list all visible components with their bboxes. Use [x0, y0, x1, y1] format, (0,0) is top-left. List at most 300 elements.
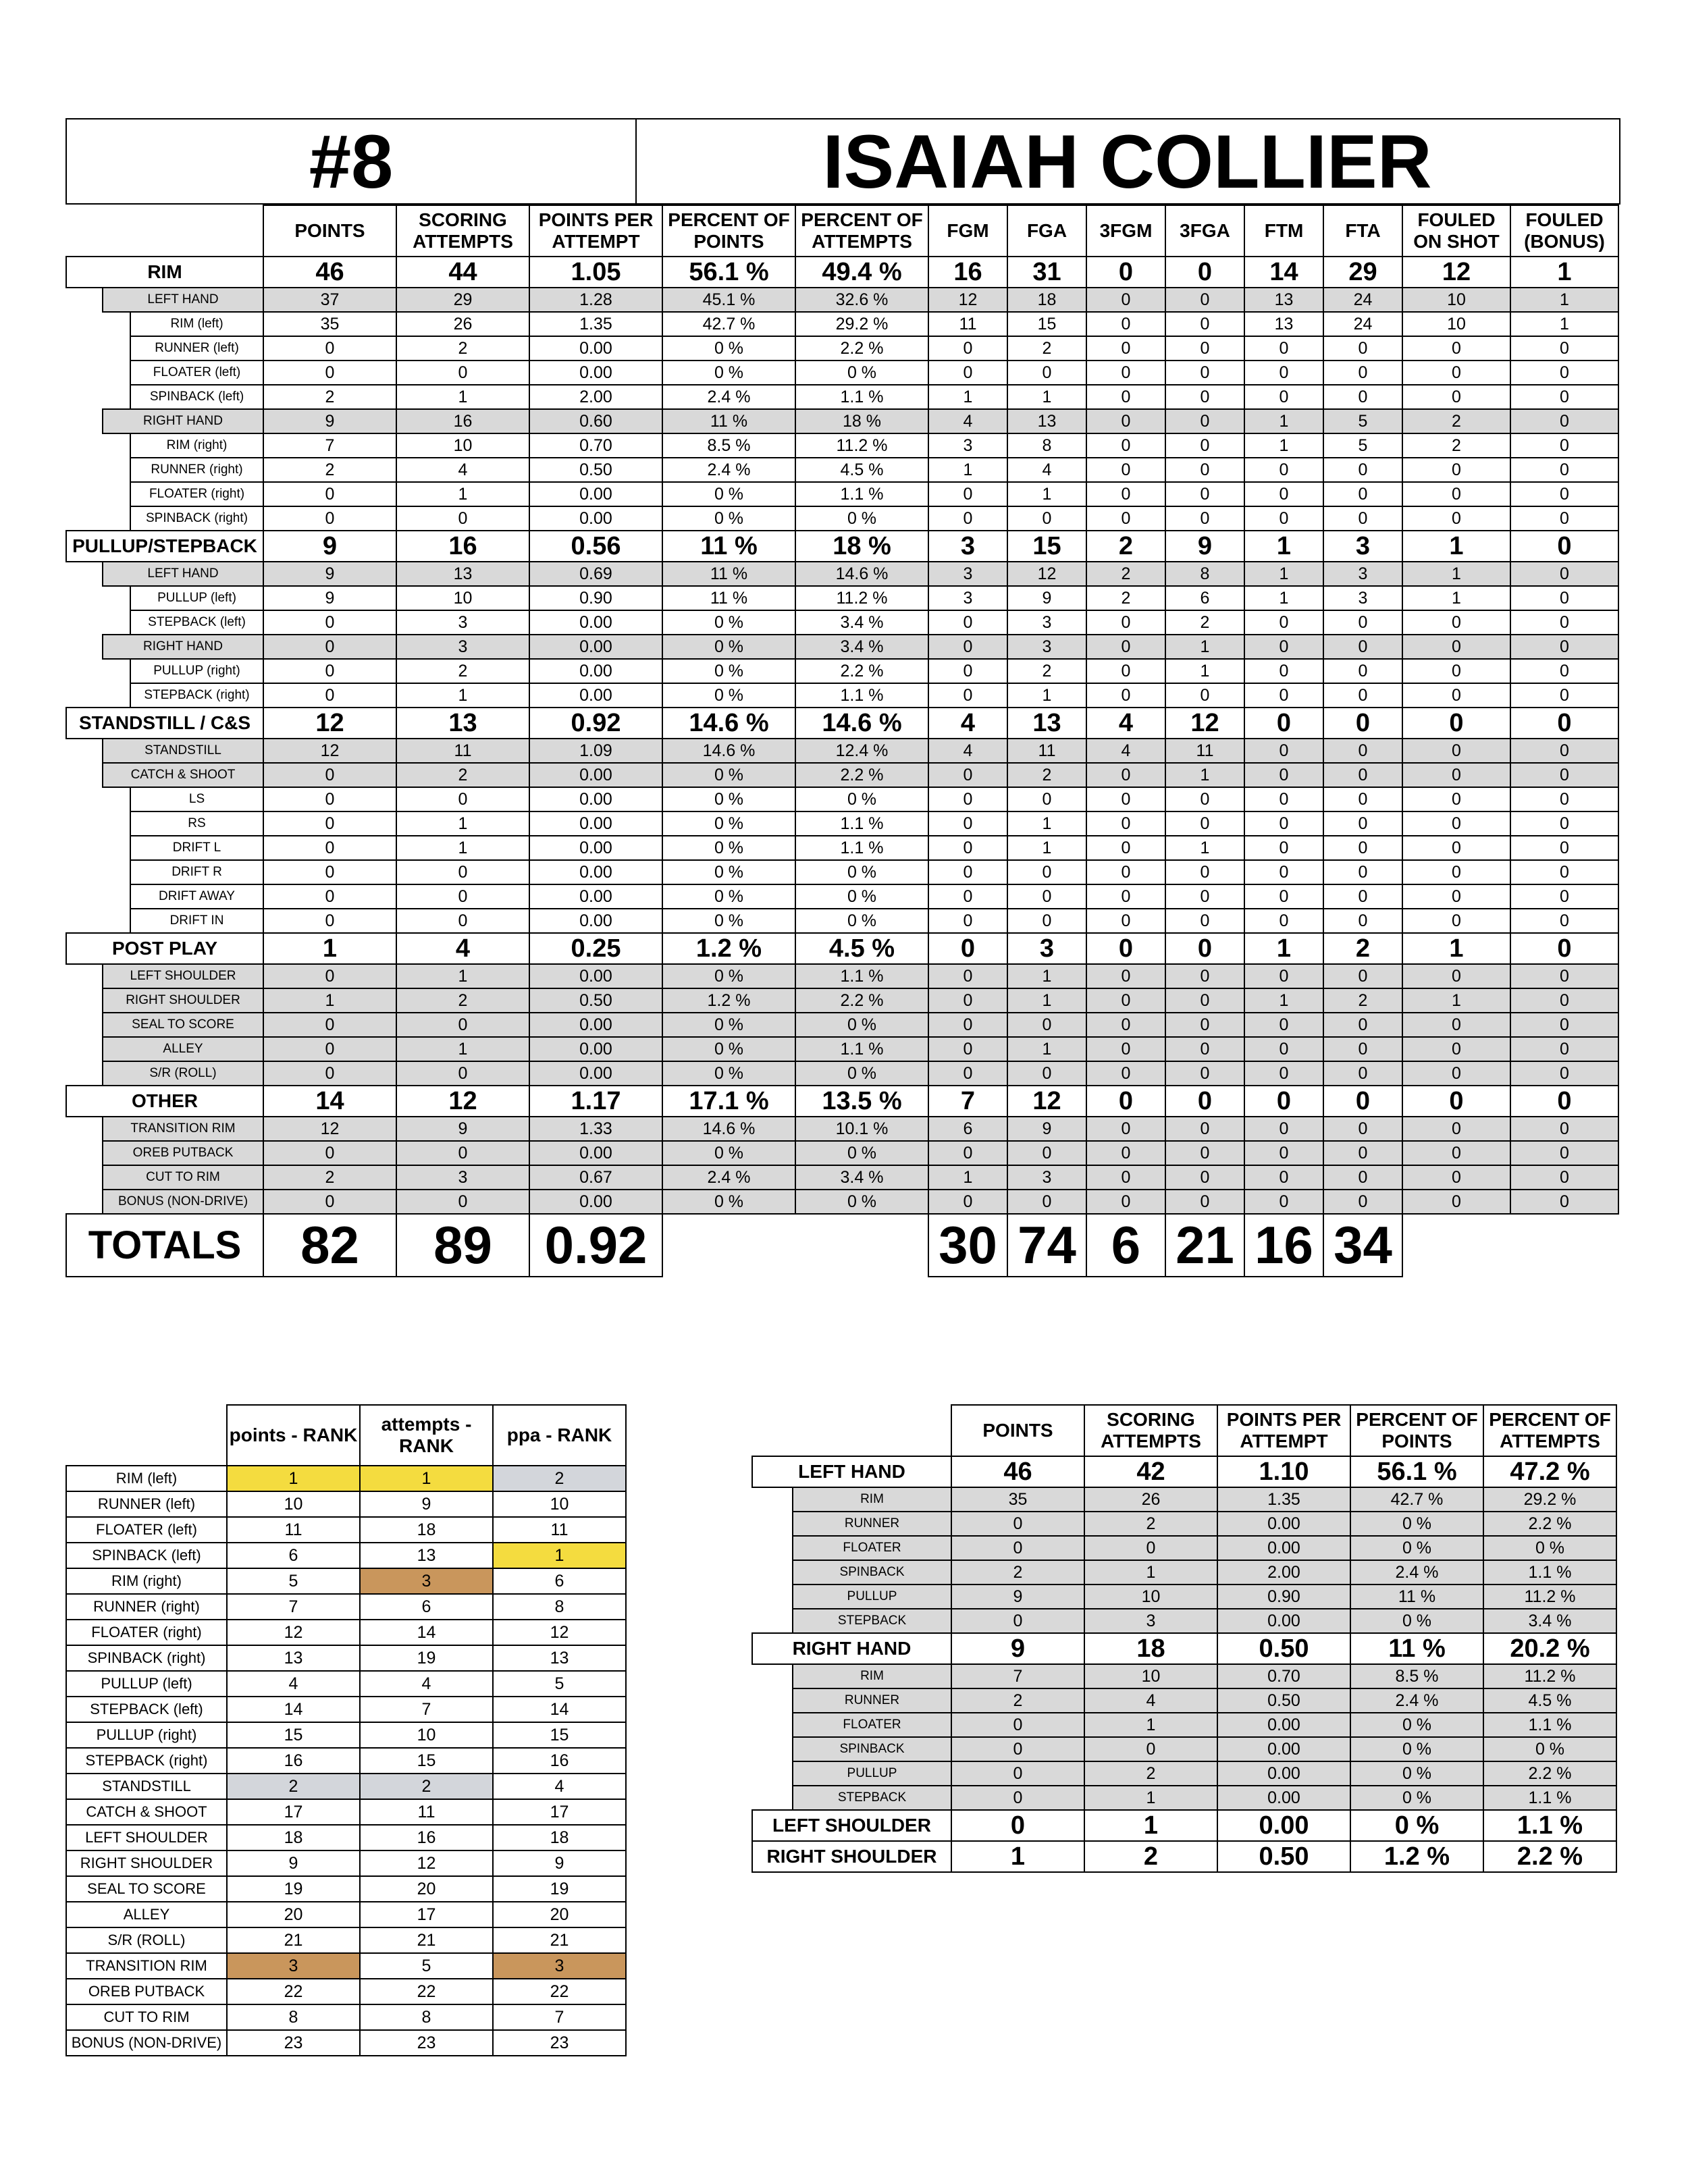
- cell-fga: 12: [1007, 562, 1086, 586]
- cell-fga: 1: [1007, 482, 1086, 506]
- row-label: SEAL TO SCORE: [103, 1013, 263, 1037]
- cell-ftm: 0: [1244, 909, 1323, 933]
- cell-fgm: 1: [928, 458, 1007, 482]
- cell-fouled-on-shot: 0: [1402, 1141, 1510, 1165]
- cell-3fga: 0: [1165, 433, 1244, 458]
- cell-fga: 0: [1007, 361, 1086, 385]
- hand-cell-percent-of-attempts: 4.5 %: [1483, 1688, 1616, 1713]
- row-label: PULLUP (right): [130, 659, 263, 683]
- rank-cell-points-rank: 2: [227, 1774, 360, 1799]
- cell-fgm: 3: [928, 531, 1007, 562]
- cell-fta: 2: [1323, 933, 1402, 964]
- cell-scoring-attempts: 44: [396, 257, 529, 288]
- hand-row-label: RUNNER: [793, 1512, 951, 1536]
- hand-cell-percent-of-attempts: 2.2 %: [1483, 1841, 1616, 1872]
- rank-cell-attempts-rank: 15: [360, 1748, 493, 1774]
- cell-fta: 0: [1323, 361, 1402, 385]
- hand-cell-points: 2: [951, 1688, 1084, 1713]
- cell-scoring-attempts: 1: [396, 811, 529, 836]
- cell-fgm: 3: [928, 562, 1007, 586]
- stat-row-standstill: [66, 739, 1618, 763]
- totals-spacer: [662, 1214, 928, 1277]
- cell-3fga: 0: [1165, 312, 1244, 336]
- rank-row-label: PULLUP (right): [66, 1722, 227, 1748]
- cell-fouled-on-shot: 12: [1402, 257, 1510, 288]
- player-number: #8: [67, 119, 637, 203]
- hand-row-label: RIGHT SHOULDER: [752, 1841, 951, 1872]
- rank-cell-attempts-rank: 22: [360, 1979, 493, 2004]
- cell-points: 0: [263, 1061, 396, 1086]
- cell-scoring-attempts: 12: [396, 1086, 529, 1117]
- cell-3fgm: 0: [1086, 988, 1165, 1013]
- cell-ftm: 0: [1244, 836, 1323, 860]
- row-label: LS: [130, 787, 263, 811]
- rank-row-label: SPINBACK (right): [66, 1645, 227, 1671]
- cell-3fga: 0: [1165, 909, 1244, 933]
- rank-cell-points-rank: 15: [227, 1722, 360, 1748]
- indent: [66, 1037, 103, 1061]
- cell-points: 1: [263, 988, 396, 1013]
- row-label: LEFT HAND: [103, 562, 263, 586]
- cell-percent-of-points: 2.4 %: [662, 458, 795, 482]
- hand-cell-percent-of-points: 11 %: [1350, 1584, 1483, 1609]
- cell-fouled-bonus: 0: [1510, 610, 1618, 635]
- hand-cell-points-per-attempt: 2.00: [1217, 1560, 1350, 1584]
- rank-row-rim-right: [66, 1568, 626, 1594]
- cell-fga: 0: [1007, 1013, 1086, 1037]
- cell-percent-of-attempts: 3.4 %: [795, 1165, 928, 1190]
- cell-percent-of-points: 1.2 %: [662, 933, 795, 964]
- cell-points-per-attempt: 0.00: [529, 1037, 662, 1061]
- stat-row-floater-left: [66, 361, 1618, 385]
- hand-cell-percent-of-points: 0 %: [1350, 1810, 1483, 1841]
- cell-ftm: 1: [1244, 562, 1323, 586]
- cell-fouled-on-shot: 0: [1402, 1165, 1510, 1190]
- cell-fouled-bonus: 0: [1510, 787, 1618, 811]
- hand-row-label: RUNNER: [793, 1688, 951, 1713]
- cell-fouled-on-shot: 0: [1402, 964, 1510, 988]
- cell-fouled-bonus: 0: [1510, 586, 1618, 610]
- cell-fgm: 0: [928, 683, 1007, 708]
- cell-fouled-on-shot: 1: [1402, 586, 1510, 610]
- hand-cell-points-per-attempt: 0.70: [1217, 1664, 1350, 1688]
- cell-percent-of-points: 0 %: [662, 659, 795, 683]
- cell-ftm: 0: [1244, 336, 1323, 361]
- cell-scoring-attempts: 13: [396, 562, 529, 586]
- cell-fga: 18: [1007, 288, 1086, 312]
- shot-type-stats-table: [65, 205, 1619, 1277]
- cell-percent-of-attempts: 0 %: [795, 506, 928, 531]
- cell-3fga: 0: [1165, 1141, 1244, 1165]
- cell-fta: 5: [1323, 433, 1402, 458]
- hand-cell-scoring-attempts: 1: [1084, 1713, 1217, 1737]
- hand-cell-points: 0: [951, 1810, 1084, 1841]
- cell-3fgm: 0: [1086, 1117, 1165, 1141]
- total-points: 82: [263, 1214, 396, 1277]
- col-header-fga: FGA: [1007, 205, 1086, 257]
- cell-ftm: 0: [1244, 1117, 1323, 1141]
- rank-row-label: CUT TO RIM: [66, 2004, 227, 2030]
- indent: [66, 361, 130, 385]
- cell-3fgm: 0: [1086, 683, 1165, 708]
- hand-cell-percent-of-points: 11 %: [1350, 1633, 1483, 1664]
- cell-scoring-attempts: 1: [396, 683, 529, 708]
- cell-fouled-on-shot: 0: [1402, 506, 1510, 531]
- cell-fta: 0: [1323, 635, 1402, 659]
- cell-3fga: 1: [1165, 635, 1244, 659]
- rank-row-standstill: [66, 1774, 626, 1799]
- cell-fouled-bonus: 0: [1510, 1037, 1618, 1061]
- rank-col-header-attempts-rank: attempts - RANK: [360, 1405, 493, 1466]
- cell-percent-of-points: 1.2 %: [662, 988, 795, 1013]
- cell-points-per-attempt: 0.00: [529, 1190, 662, 1214]
- rank-row-seal-to-score: [66, 1876, 626, 1902]
- cell-percent-of-points: 0 %: [662, 811, 795, 836]
- hand-cell-points-per-attempt: 0.50: [1217, 1841, 1350, 1872]
- cell-3fgm: 0: [1086, 1061, 1165, 1086]
- stat-row-rim-left: [66, 312, 1618, 336]
- hand-cell-points: 0: [951, 1786, 1084, 1810]
- hand-cell-scoring-attempts: 4: [1084, 1688, 1217, 1713]
- hand-cell-percent-of-attempts: 1.1 %: [1483, 1713, 1616, 1737]
- hand-cell-points-per-attempt: 0.00: [1217, 1536, 1350, 1560]
- cell-3fga: 0: [1165, 482, 1244, 506]
- cell-3fga: 0: [1165, 1013, 1244, 1037]
- col-header-percent-of-points: PERCENT OF POINTS: [662, 205, 795, 257]
- cell-scoring-attempts: 2: [396, 336, 529, 361]
- stat-row-transition-rim: [66, 1117, 1618, 1141]
- indent: [66, 1190, 103, 1214]
- cell-fga: 1: [1007, 385, 1086, 409]
- cell-fouled-on-shot: 1: [1402, 562, 1510, 586]
- rank-row-label: TRANSITION RIM: [66, 1953, 227, 1979]
- col-header-ftm: FTM: [1244, 205, 1323, 257]
- cell-fgm: 6: [928, 1117, 1007, 1141]
- cell-percent-of-attempts: 1.1 %: [795, 964, 928, 988]
- row-label: PULLUP (left): [130, 586, 263, 610]
- cell-percent-of-points: 2.4 %: [662, 385, 795, 409]
- cell-scoring-attempts: 1: [396, 385, 529, 409]
- cell-fouled-bonus: 0: [1510, 562, 1618, 586]
- indent: [66, 1141, 103, 1165]
- cell-3fga: 1: [1165, 836, 1244, 860]
- indent: [66, 884, 130, 909]
- cell-3fga: 12: [1165, 708, 1244, 739]
- cell-3fgm: 0: [1086, 1141, 1165, 1165]
- cell-percent-of-points: 0 %: [662, 683, 795, 708]
- cell-fta: 0: [1323, 1165, 1402, 1190]
- total-fg3a: 21: [1165, 1214, 1244, 1277]
- stat-row-pullup-left: [66, 586, 1618, 610]
- hand-cell-points-per-attempt: 0.00: [1217, 1810, 1350, 1841]
- hand-cell-percent-of-points: 0 %: [1350, 1512, 1483, 1536]
- cell-points-per-attempt: 1.33: [529, 1117, 662, 1141]
- cell-fgm: 0: [928, 884, 1007, 909]
- cell-points: 2: [263, 385, 396, 409]
- cell-percent-of-attempts: 49.4 %: [795, 257, 928, 288]
- row-label: RIM (right): [130, 433, 263, 458]
- cell-percent-of-points: 0 %: [662, 836, 795, 860]
- cell-ftm: 0: [1244, 1061, 1323, 1086]
- cell-ftm: 0: [1244, 635, 1323, 659]
- stat-row-runner-right: [66, 458, 1618, 482]
- cell-fgm: 0: [928, 1013, 1007, 1037]
- rank-row-pullup-left: [66, 1671, 626, 1697]
- rank-cell-ppa-rank: 2: [493, 1466, 626, 1491]
- indent: [752, 1560, 793, 1584]
- row-label: CATCH & SHOOT: [103, 763, 263, 787]
- cell-percent-of-attempts: 14.6 %: [795, 562, 928, 586]
- cell-scoring-attempts: 0: [396, 1141, 529, 1165]
- cell-points-per-attempt: 0.00: [529, 336, 662, 361]
- cell-3fgm: 0: [1086, 964, 1165, 988]
- cell-points: 0: [263, 482, 396, 506]
- cell-fga: 1: [1007, 988, 1086, 1013]
- cell-percent-of-attempts: 1.1 %: [795, 836, 928, 860]
- cell-scoring-attempts: 16: [396, 409, 529, 433]
- cell-ftm: 1: [1244, 409, 1323, 433]
- cell-ftm: 13: [1244, 312, 1323, 336]
- stat-row-drift-r: [66, 860, 1618, 884]
- stat-row-stepback-left: [66, 610, 1618, 635]
- cell-percent-of-points: 0 %: [662, 482, 795, 506]
- indent: [66, 787, 130, 811]
- cell-percent-of-points: 11 %: [662, 531, 795, 562]
- cell-fta: 5: [1323, 409, 1402, 433]
- hand-row-label: STEPBACK: [793, 1609, 951, 1633]
- indent: [66, 586, 130, 610]
- stat-row-ls: [66, 787, 1618, 811]
- cell-percent-of-points: 0 %: [662, 635, 795, 659]
- cell-points: 0: [263, 361, 396, 385]
- cell-ftm: 0: [1244, 811, 1323, 836]
- rank-row-label: ALLEY: [66, 1902, 227, 1927]
- indent: [66, 811, 130, 836]
- cell-ftm: 0: [1244, 1141, 1323, 1165]
- cell-points: 9: [263, 562, 396, 586]
- rank-row-bonus-non-drive: [66, 2030, 626, 2056]
- row-label: POST PLAY: [66, 933, 263, 964]
- cell-fga: 2: [1007, 336, 1086, 361]
- hand-cell-scoring-attempts: 10: [1084, 1584, 1217, 1609]
- cell-fouled-bonus: 0: [1510, 385, 1618, 409]
- cell-percent-of-points: 45.1 %: [662, 288, 795, 312]
- cell-ftm: 1: [1244, 988, 1323, 1013]
- cell-3fga: 0: [1165, 257, 1244, 288]
- cell-scoring-attempts: 16: [396, 531, 529, 562]
- hand-cell-percent-of-points: 1.2 %: [1350, 1841, 1483, 1872]
- cell-3fga: 0: [1165, 811, 1244, 836]
- cell-fgm: 0: [928, 336, 1007, 361]
- cell-points-per-attempt: 0.50: [529, 458, 662, 482]
- cell-ftm: 0: [1244, 1190, 1323, 1214]
- row-label: STANDSTILL / C&S: [66, 708, 263, 739]
- rank-row-label: SPINBACK (left): [66, 1543, 227, 1568]
- cell-percent-of-attempts: 3.4 %: [795, 610, 928, 635]
- cell-points-per-attempt: 0.69: [529, 562, 662, 586]
- cell-fta: 0: [1323, 1117, 1402, 1141]
- rank-row-label: FLOATER (left): [66, 1517, 227, 1543]
- cell-percent-of-points: 0 %: [662, 1141, 795, 1165]
- cell-ftm: 0: [1244, 458, 1323, 482]
- cell-fga: 1: [1007, 836, 1086, 860]
- hand-row-spinback: [752, 1737, 1616, 1761]
- rank-cell-attempts-rank: 11: [360, 1799, 493, 1825]
- cell-points: 0: [263, 763, 396, 787]
- cell-scoring-attempts: 3: [396, 635, 529, 659]
- cell-fgm: 0: [928, 1190, 1007, 1214]
- indent: [752, 1664, 793, 1688]
- cell-points-per-attempt: 0.60: [529, 409, 662, 433]
- cell-3fgm: 0: [1086, 811, 1165, 836]
- hand-cell-percent-of-points: 0 %: [1350, 1713, 1483, 1737]
- hand-row-rim: [752, 1487, 1616, 1512]
- stat-row-post-play: [66, 933, 1618, 964]
- cell-3fgm: 0: [1086, 1165, 1165, 1190]
- cell-fouled-bonus: 0: [1510, 1086, 1618, 1117]
- cell-fta: 0: [1323, 385, 1402, 409]
- stat-row-seal-to-score: [66, 1013, 1618, 1037]
- cell-3fga: 0: [1165, 361, 1244, 385]
- indent: [752, 1584, 793, 1609]
- cell-percent-of-attempts: 1.1 %: [795, 385, 928, 409]
- cell-percent-of-points: 42.7 %: [662, 312, 795, 336]
- cell-scoring-attempts: 2: [396, 988, 529, 1013]
- rank-column-headers: [66, 1405, 626, 1466]
- cell-ftm: 0: [1244, 964, 1323, 988]
- cell-3fga: 0: [1165, 884, 1244, 909]
- cell-3fga: 0: [1165, 1061, 1244, 1086]
- stat-row-other: [66, 1086, 1618, 1117]
- cell-fta: 3: [1323, 562, 1402, 586]
- cell-fta: 2: [1323, 988, 1402, 1013]
- cell-3fga: 0: [1165, 964, 1244, 988]
- indent: [752, 1713, 793, 1737]
- cell-fouled-on-shot: 0: [1402, 1013, 1510, 1037]
- cell-points: 9: [263, 531, 396, 562]
- cell-points-per-attempt: 0.70: [529, 433, 662, 458]
- hand-cell-points: 0: [951, 1713, 1084, 1737]
- hand-cell-points-per-attempt: 0.00: [1217, 1737, 1350, 1761]
- cell-percent-of-attempts: 4.5 %: [795, 933, 928, 964]
- cell-fgm: 0: [928, 763, 1007, 787]
- cell-fouled-bonus: 0: [1510, 1141, 1618, 1165]
- hand-cell-points-per-attempt: 0.00: [1217, 1512, 1350, 1536]
- hand-cell-scoring-attempts: 2: [1084, 1512, 1217, 1536]
- cell-points: 2: [263, 1165, 396, 1190]
- cell-fta: 29: [1323, 257, 1402, 288]
- indent: [66, 288, 103, 312]
- cell-fta: 0: [1323, 1190, 1402, 1214]
- rank-cell-ppa-rank: 22: [493, 1979, 626, 2004]
- cell-points: 0: [263, 811, 396, 836]
- cell-3fga: 9: [1165, 531, 1244, 562]
- cell-scoring-attempts: 29: [396, 288, 529, 312]
- cell-fga: 3: [1007, 610, 1086, 635]
- row-label: RUNNER (left): [130, 336, 263, 361]
- cell-fgm: 0: [928, 909, 1007, 933]
- cell-points-per-attempt: 1.09: [529, 739, 662, 763]
- hand-row-label: FLOATER: [793, 1713, 951, 1737]
- cell-fouled-on-shot: 0: [1402, 482, 1510, 506]
- totals-label: TOTALS: [66, 1214, 263, 1277]
- cell-fta: 3: [1323, 531, 1402, 562]
- cell-fouled-on-shot: 0: [1402, 708, 1510, 739]
- hand-cell-scoring-attempts: 0: [1084, 1737, 1217, 1761]
- rank-cell-attempts-rank: 17: [360, 1902, 493, 1927]
- rank-cell-points-rank: 14: [227, 1697, 360, 1722]
- cell-fouled-on-shot: 0: [1402, 884, 1510, 909]
- rank-row-label: RIM (left): [66, 1466, 227, 1491]
- col-header-points-per-attempt: POINTS PER ATTEMPT: [529, 205, 662, 257]
- cell-points-per-attempt: 0.00: [529, 635, 662, 659]
- cell-percent-of-attempts: 0 %: [795, 860, 928, 884]
- cell-scoring-attempts: 0: [396, 860, 529, 884]
- cell-fga: 13: [1007, 708, 1086, 739]
- cell-points-per-attempt: 0.00: [529, 964, 662, 988]
- cell-points-per-attempt: 0.56: [529, 531, 662, 562]
- row-label: ALLEY: [103, 1037, 263, 1061]
- cell-fouled-bonus: 0: [1510, 1061, 1618, 1086]
- cell-fgm: 0: [928, 787, 1007, 811]
- rank-row-label: PULLUP (left): [66, 1671, 227, 1697]
- indent: [66, 683, 130, 708]
- hand-cell-percent-of-points: 42.7 %: [1350, 1487, 1483, 1512]
- cell-fta: 0: [1323, 1141, 1402, 1165]
- cell-ftm: 0: [1244, 1165, 1323, 1190]
- row-label: SPINBACK (left): [130, 385, 263, 409]
- row-label: RIM (left): [130, 312, 263, 336]
- cell-fta: 0: [1323, 482, 1402, 506]
- cell-fouled-bonus: 0: [1510, 763, 1618, 787]
- row-label: BONUS (NON-DRIVE): [103, 1190, 263, 1214]
- rank-cell-ppa-rank: 7: [493, 2004, 626, 2030]
- cell-percent-of-attempts: 2.2 %: [795, 659, 928, 683]
- cell-fouled-bonus: 0: [1510, 1013, 1618, 1037]
- hand-cell-percent-of-attempts: 11.2 %: [1483, 1664, 1616, 1688]
- hand-cell-percent-of-attempts: 1.1 %: [1483, 1810, 1616, 1841]
- cell-fouled-on-shot: 0: [1402, 811, 1510, 836]
- hand-cell-points: 0: [951, 1737, 1084, 1761]
- cell-percent-of-points: 0 %: [662, 787, 795, 811]
- cell-percent-of-attempts: 18 %: [795, 409, 928, 433]
- hand-cell-scoring-attempts: 3: [1084, 1609, 1217, 1633]
- cell-points-per-attempt: 1.35: [529, 312, 662, 336]
- cell-3fgm: 0: [1086, 909, 1165, 933]
- cell-percent-of-points: 11 %: [662, 409, 795, 433]
- cell-scoring-attempts: 0: [396, 1190, 529, 1214]
- cell-fga: 0: [1007, 1141, 1086, 1165]
- cell-ftm: 0: [1244, 385, 1323, 409]
- cell-percent-of-attempts: 0 %: [795, 1141, 928, 1165]
- cell-fouled-bonus: 0: [1510, 506, 1618, 531]
- rank-cell-ppa-rank: 11: [493, 1517, 626, 1543]
- cell-fouled-bonus: 1: [1510, 288, 1618, 312]
- indent: [66, 988, 103, 1013]
- cell-percent-of-points: 0 %: [662, 860, 795, 884]
- cell-percent-of-attempts: 11.2 %: [795, 586, 928, 610]
- rank-cell-ppa-rank: 23: [493, 2030, 626, 2056]
- cell-fgm: 4: [928, 739, 1007, 763]
- stat-row-spinback-left: [66, 385, 1618, 409]
- rank-row-label: CATCH & SHOOT: [66, 1799, 227, 1825]
- cell-fouled-on-shot: 0: [1402, 1061, 1510, 1086]
- cell-3fga: 0: [1165, 385, 1244, 409]
- cell-fouled-on-shot: 0: [1402, 336, 1510, 361]
- hand-cell-percent-of-attempts: 2.2 %: [1483, 1512, 1616, 1536]
- row-label: S/R (ROLL): [103, 1061, 263, 1086]
- cell-fgm: 0: [928, 1037, 1007, 1061]
